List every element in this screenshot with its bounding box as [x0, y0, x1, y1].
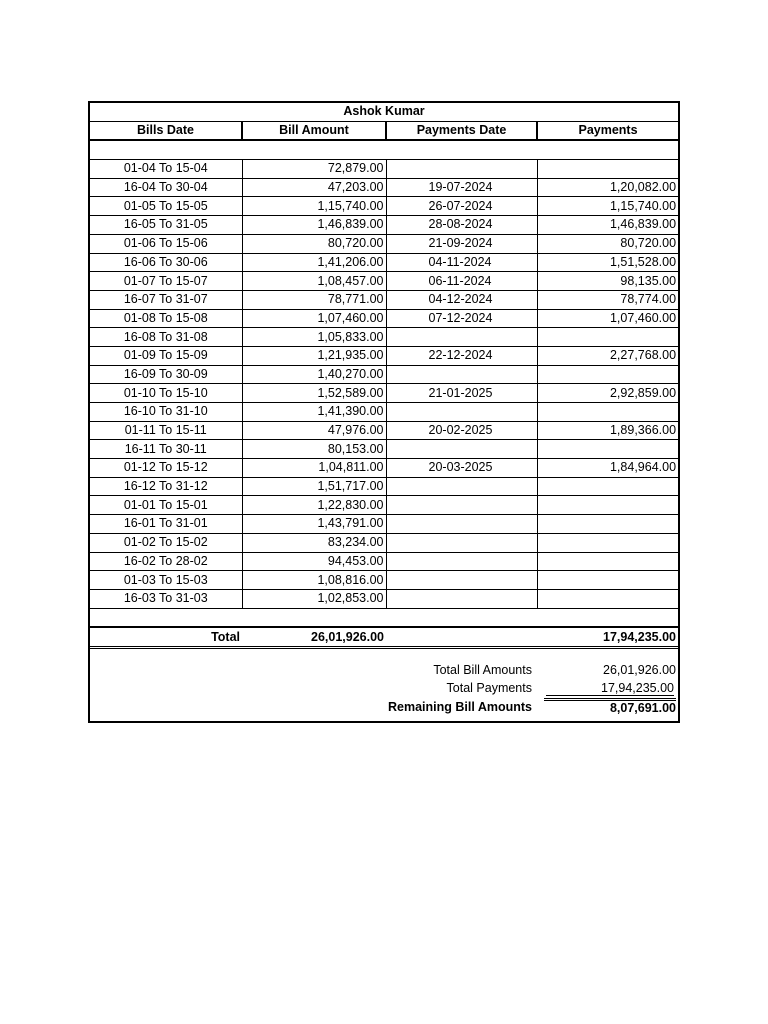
table-row [90, 552, 678, 571]
table-row [90, 589, 678, 608]
payment-cell [537, 589, 678, 608]
payment-cell: 98,135.00 [537, 272, 678, 291]
bill-amount-cell: 1,08,816.00 [242, 571, 386, 590]
bill-amount-cell: 1,52,589.00 [242, 384, 386, 403]
summary-block [90, 649, 678, 721]
payment-cell [537, 160, 678, 179]
payment-cell [537, 515, 678, 534]
summary-remaining-value: 8,07,691.00 [544, 698, 676, 715]
bill-amount-cell: 1,15,740.00 [242, 197, 386, 216]
bills-date-cell: 01-11 To 15-11 [90, 421, 242, 440]
payment-date-cell: 19-07-2024 [386, 178, 537, 197]
spacer-row [90, 609, 678, 628]
bills-date-cell: 16-12 To 31-12 [90, 477, 242, 496]
total-bill-amount: 26,01,926.00 [242, 627, 386, 648]
payment-date-cell [386, 589, 537, 608]
payment-date-cell [386, 477, 537, 496]
bills-date-cell: 01-12 To 15-12 [90, 459, 242, 478]
payment-cell [537, 496, 678, 515]
bills-date-cell: 16-05 To 31-05 [90, 216, 242, 235]
table-row [90, 571, 678, 590]
table-row [90, 421, 678, 440]
header-bills-date: Bills Date [90, 121, 242, 140]
payment-cell: 2,92,859.00 [537, 384, 678, 403]
header-bill-amount: Bill Amount [242, 121, 386, 140]
payment-cell [537, 552, 678, 571]
payment-date-cell [386, 328, 537, 347]
bill-amount-cell: 94,453.00 [242, 552, 386, 571]
table-row [90, 160, 678, 179]
ledger-table [90, 103, 678, 609]
header-payments-date: Payments Date [386, 121, 537, 140]
bill-amount-cell: 80,153.00 [242, 440, 386, 459]
table-row [90, 178, 678, 197]
bill-amount-cell: 1,08,457.00 [242, 272, 386, 291]
payment-cell [537, 571, 678, 590]
payment-date-cell: 22-12-2024 [386, 346, 537, 365]
bills-date-cell: 01-08 To 15-08 [90, 309, 242, 328]
bills-date-cell: 16-09 To 30-09 [90, 365, 242, 384]
bills-date-cell: 01-07 To 15-07 [90, 272, 242, 291]
summary-total-bill-label: Total Bill Amounts [433, 663, 532, 678]
bills-date-cell: 01-04 To 15-04 [90, 160, 242, 179]
bills-date-cell: 16-01 To 31-01 [90, 515, 242, 534]
payment-cell: 1,07,460.00 [537, 309, 678, 328]
bills-date-cell: 16-11 To 30-11 [90, 440, 242, 459]
payment-date-cell: 28-08-2024 [386, 216, 537, 235]
payment-date-cell: 21-01-2025 [386, 384, 537, 403]
payment-cell [537, 403, 678, 422]
bill-amount-cell: 1,43,791.00 [242, 515, 386, 534]
payment-date-cell: 26-07-2024 [386, 197, 537, 216]
payment-cell: 2,27,768.00 [537, 346, 678, 365]
payment-date-cell [386, 496, 537, 515]
table-row [90, 197, 678, 216]
total-table [90, 609, 678, 650]
table-row [90, 365, 678, 384]
bill-amount-cell: 1,07,460.00 [242, 309, 386, 328]
table-row [90, 384, 678, 403]
table-row [90, 290, 678, 309]
spacer-row [90, 140, 678, 159]
payment-date-cell [386, 403, 537, 422]
table-row [90, 328, 678, 347]
bill-amount-cell: 72,879.00 [242, 160, 386, 179]
bill-amount-cell: 1,02,853.00 [242, 589, 386, 608]
bills-date-cell: 01-10 To 15-10 [90, 384, 242, 403]
bills-date-cell: 01-02 To 15-02 [90, 533, 242, 552]
payment-cell [537, 533, 678, 552]
table-row [90, 253, 678, 272]
table-row [90, 216, 678, 235]
payment-cell: 1,84,964.00 [537, 459, 678, 478]
bills-date-cell: 01-03 To 15-03 [90, 571, 242, 590]
table-row [90, 440, 678, 459]
summary-total-payments-label: Total Payments [446, 681, 532, 696]
payment-date-cell: 20-03-2025 [386, 459, 537, 478]
payment-date-cell: 04-11-2024 [386, 253, 537, 272]
bill-amount-cell: 1,41,390.00 [242, 403, 386, 422]
payment-date-cell [386, 552, 537, 571]
payment-cell: 1,20,082.00 [537, 178, 678, 197]
payment-date-cell [386, 365, 537, 384]
bill-amount-cell: 78,771.00 [242, 290, 386, 309]
bill-amount-cell: 47,976.00 [242, 421, 386, 440]
bill-amount-cell: 1,51,717.00 [242, 477, 386, 496]
payment-cell: 1,51,528.00 [537, 253, 678, 272]
header-row [90, 121, 678, 140]
bills-date-cell: 01-09 To 15-09 [90, 346, 242, 365]
bill-amount-cell: 83,234.00 [242, 533, 386, 552]
payment-cell [537, 365, 678, 384]
payment-date-cell [386, 160, 537, 179]
table-row [90, 346, 678, 365]
bills-date-cell: 16-07 To 31-07 [90, 290, 242, 309]
bills-date-cell: 16-02 To 28-02 [90, 552, 242, 571]
title-row [90, 103, 678, 121]
bill-amount-cell: 80,720.00 [242, 234, 386, 253]
payment-cell: 80,720.00 [537, 234, 678, 253]
total-label: Total [90, 627, 242, 648]
ledger-sheet [88, 101, 680, 723]
table-row [90, 515, 678, 534]
table-row [90, 496, 678, 515]
payment-cell: 1,89,366.00 [537, 421, 678, 440]
bill-amount-cell: 1,41,206.00 [242, 253, 386, 272]
bill-amount-cell: 1,40,270.00 [242, 365, 386, 384]
bill-amount-cell: 1,22,830.00 [242, 496, 386, 515]
summary-total-bill-value: 26,01,926.00 [603, 663, 676, 678]
table-row [90, 477, 678, 496]
table-row [90, 533, 678, 552]
table-row [90, 309, 678, 328]
bill-amount-cell: 47,203.00 [242, 178, 386, 197]
payment-cell [537, 477, 678, 496]
bills-date-cell: 16-10 To 31-10 [90, 403, 242, 422]
payment-cell [537, 328, 678, 347]
bill-amount-cell: 1,04,811.00 [242, 459, 386, 478]
payment-cell: 1,46,839.00 [537, 216, 678, 235]
payment-date-cell: 06-11-2024 [386, 272, 537, 291]
payment-date-cell: 07-12-2024 [386, 309, 537, 328]
total-payments: 17,94,235.00 [537, 627, 678, 648]
summary-total-payments-value: 17,94,235.00 [546, 681, 674, 696]
bills-date-cell: 16-08 To 31-08 [90, 328, 242, 347]
total-row [90, 627, 678, 648]
payment-date-cell [386, 571, 537, 590]
payment-date-cell [386, 440, 537, 459]
table-row [90, 459, 678, 478]
payment-cell [537, 440, 678, 459]
payment-cell: 78,774.00 [537, 290, 678, 309]
bills-date-cell: 01-06 To 15-06 [90, 234, 242, 253]
header-payments: Payments [537, 121, 678, 140]
bills-date-cell: 16-06 To 30-06 [90, 253, 242, 272]
payment-cell: 1,15,740.00 [537, 197, 678, 216]
table-row [90, 403, 678, 422]
sheet-title: Ashok Kumar [90, 103, 678, 121]
bill-amount-cell: 1,21,935.00 [242, 346, 386, 365]
table-row [90, 272, 678, 291]
payment-date-cell [386, 515, 537, 534]
payment-date-cell: 04-12-2024 [386, 290, 537, 309]
bill-amount-cell: 1,46,839.00 [242, 216, 386, 235]
payment-date-cell: 20-02-2025 [386, 421, 537, 440]
bills-date-cell: 01-05 To 15-05 [90, 197, 242, 216]
bills-date-cell: 16-03 To 31-03 [90, 589, 242, 608]
payment-date-cell [386, 533, 537, 552]
table-row [90, 234, 678, 253]
bills-date-cell: 16-04 To 30-04 [90, 178, 242, 197]
bill-amount-cell: 1,05,833.00 [242, 328, 386, 347]
bills-date-cell: 01-01 To 15-01 [90, 496, 242, 515]
summary-remaining-label: Remaining Bill Amounts [388, 700, 532, 715]
payment-date-cell: 21-09-2024 [386, 234, 537, 253]
